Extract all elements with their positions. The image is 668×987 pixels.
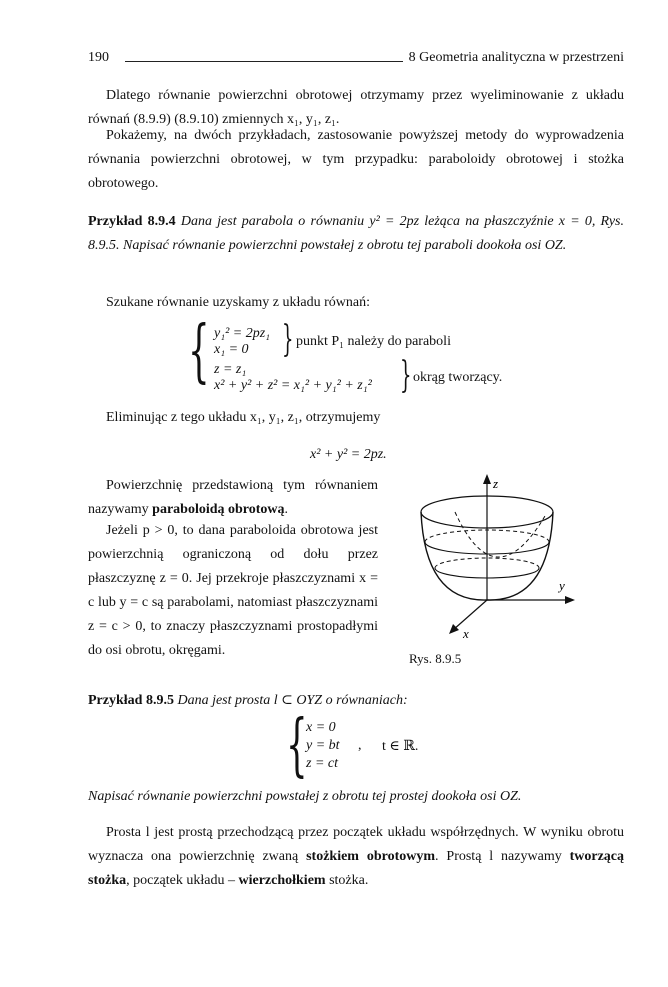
line-eq-separator: , xyxy=(358,738,362,753)
example-8-9-5 xyxy=(88,689,624,713)
paraboloid-text-a: Powierzchnię przedstawioną tym równaniem nazywamy xyxy=(88,478,378,517)
cone-text-g: stożka. xyxy=(325,873,369,888)
line-eq-1: x = 0 xyxy=(306,720,336,735)
system-eq-2: x₁ = 0 xyxy=(214,342,249,357)
intro-paragraph-1: Dlatego równanie powierzchni obrotowej otrzymamy przez wyeliminowanie z układu równań (8.9.9) (8.9.10) zmiennych x₁, y₁, z₁. xyxy=(88,88,624,127)
cone-term: stożkiem obrotowym xyxy=(306,849,436,864)
example-label: Przykład 8.9.4 xyxy=(88,214,176,229)
result-equation: x² + y² = 2pz. xyxy=(310,447,387,462)
paraboloid-term: paraboloidą obrotową xyxy=(152,502,285,517)
cone-paragraph xyxy=(88,821,624,893)
z-axis-label: z xyxy=(493,476,499,491)
system-eq-3: z = z₁ xyxy=(214,362,247,377)
line-parameter: t ∈ ℝ. xyxy=(382,739,419,754)
system-note-1: punkt P₁ należy do paraboli xyxy=(296,334,451,349)
system-eq-1: y₁² = 2pz₁ xyxy=(214,326,271,341)
vertex-term: wierzchołkiem xyxy=(238,873,326,888)
system-eq-4: x² + y² + z² = x₁² + y₁² + z₁² xyxy=(214,378,372,393)
x-axis xyxy=(453,600,487,630)
generatrix-term: tworzącą stożka xyxy=(88,849,625,888)
example-2-statement: Dana jest prosta l ⊂ OYZ o równaniach: xyxy=(177,693,408,708)
system-intro: Szukane równanie uzyskamy z układu równań: xyxy=(106,295,370,310)
running-header xyxy=(88,46,624,66)
line-eq-3: z = ct xyxy=(306,756,338,771)
paraboloid-paragraph xyxy=(88,474,378,522)
x-axis-label: x xyxy=(463,626,469,641)
cone-text-c: . Prostą l nazywamy xyxy=(435,849,570,864)
y-axis-label: y xyxy=(559,578,565,593)
figure-caption: Rys. 8.9.5 xyxy=(409,651,462,666)
paraboloid-text-c: . xyxy=(284,502,289,517)
page-number: 190 xyxy=(88,50,109,65)
example-2-task: Napisać równanie powierzchni powstałej z obrotu tej prostej dookoła osi OZ. xyxy=(88,789,522,804)
system-right-brace-1: } xyxy=(282,319,294,360)
system-left-brace: { xyxy=(188,312,210,391)
y-axis-arrow-icon xyxy=(565,596,575,604)
intro-paragraph-2: Pokażemy, na dwóch przykładach, zastosowanie powyższej metody do wyprowadzenia równania powierzchni obrotowej, w tym przypadku: paraboloidy obrotowej i stożka obrotowego. xyxy=(88,128,624,191)
system-note-2: okrąg tworzący. xyxy=(413,370,503,385)
system-right-brace-2: } xyxy=(400,355,412,396)
example-statement: Dana jest parabola o równaniu y² = 2pz leżąca na płaszczyźnie x = 0, Rys. 8.9.5. Napisać równanie powierzchni powstałej z obrotu tej paraboli dookoła osi OZ. xyxy=(88,214,624,253)
chapter-title: 8 Geometria analityczna w przestrzeni xyxy=(408,50,624,65)
cone-text-e: , początek układu – xyxy=(126,873,239,888)
paraboloid-figure xyxy=(395,470,595,655)
eliminate-line: Eliminując z tego układu x₁, y₁, z₁, otrzymujemy xyxy=(106,410,381,425)
header-rule xyxy=(125,61,403,62)
line-eq-2: y = bt xyxy=(306,738,340,753)
cone-text-a: Prosta l jest prostą przechodzącą przez początek układu współrzędnych. W wyniku obrotu wyznacza ona powierzchnię zwaną xyxy=(88,825,624,864)
line-system-brace: { xyxy=(286,706,308,785)
example-2-label: Przykład 8.9.5 xyxy=(88,693,174,708)
paraboloid-properties-paragraph: Jeżeli p > 0, to dana paraboloida obrotowa jest powierzchnią ograniczoną od dołu przez płaszczyznę z = 0. Jej przekroje płaszczyznami x = c lub y = c są parabolami, natomiast płaszczyznami z = c > 0, to znaczy płaszczyznami prostopadłymi do osi obrotu, okręgami. xyxy=(88,523,378,658)
z-axis-arrow-icon xyxy=(483,474,491,484)
example-8-9-4 xyxy=(88,210,624,258)
